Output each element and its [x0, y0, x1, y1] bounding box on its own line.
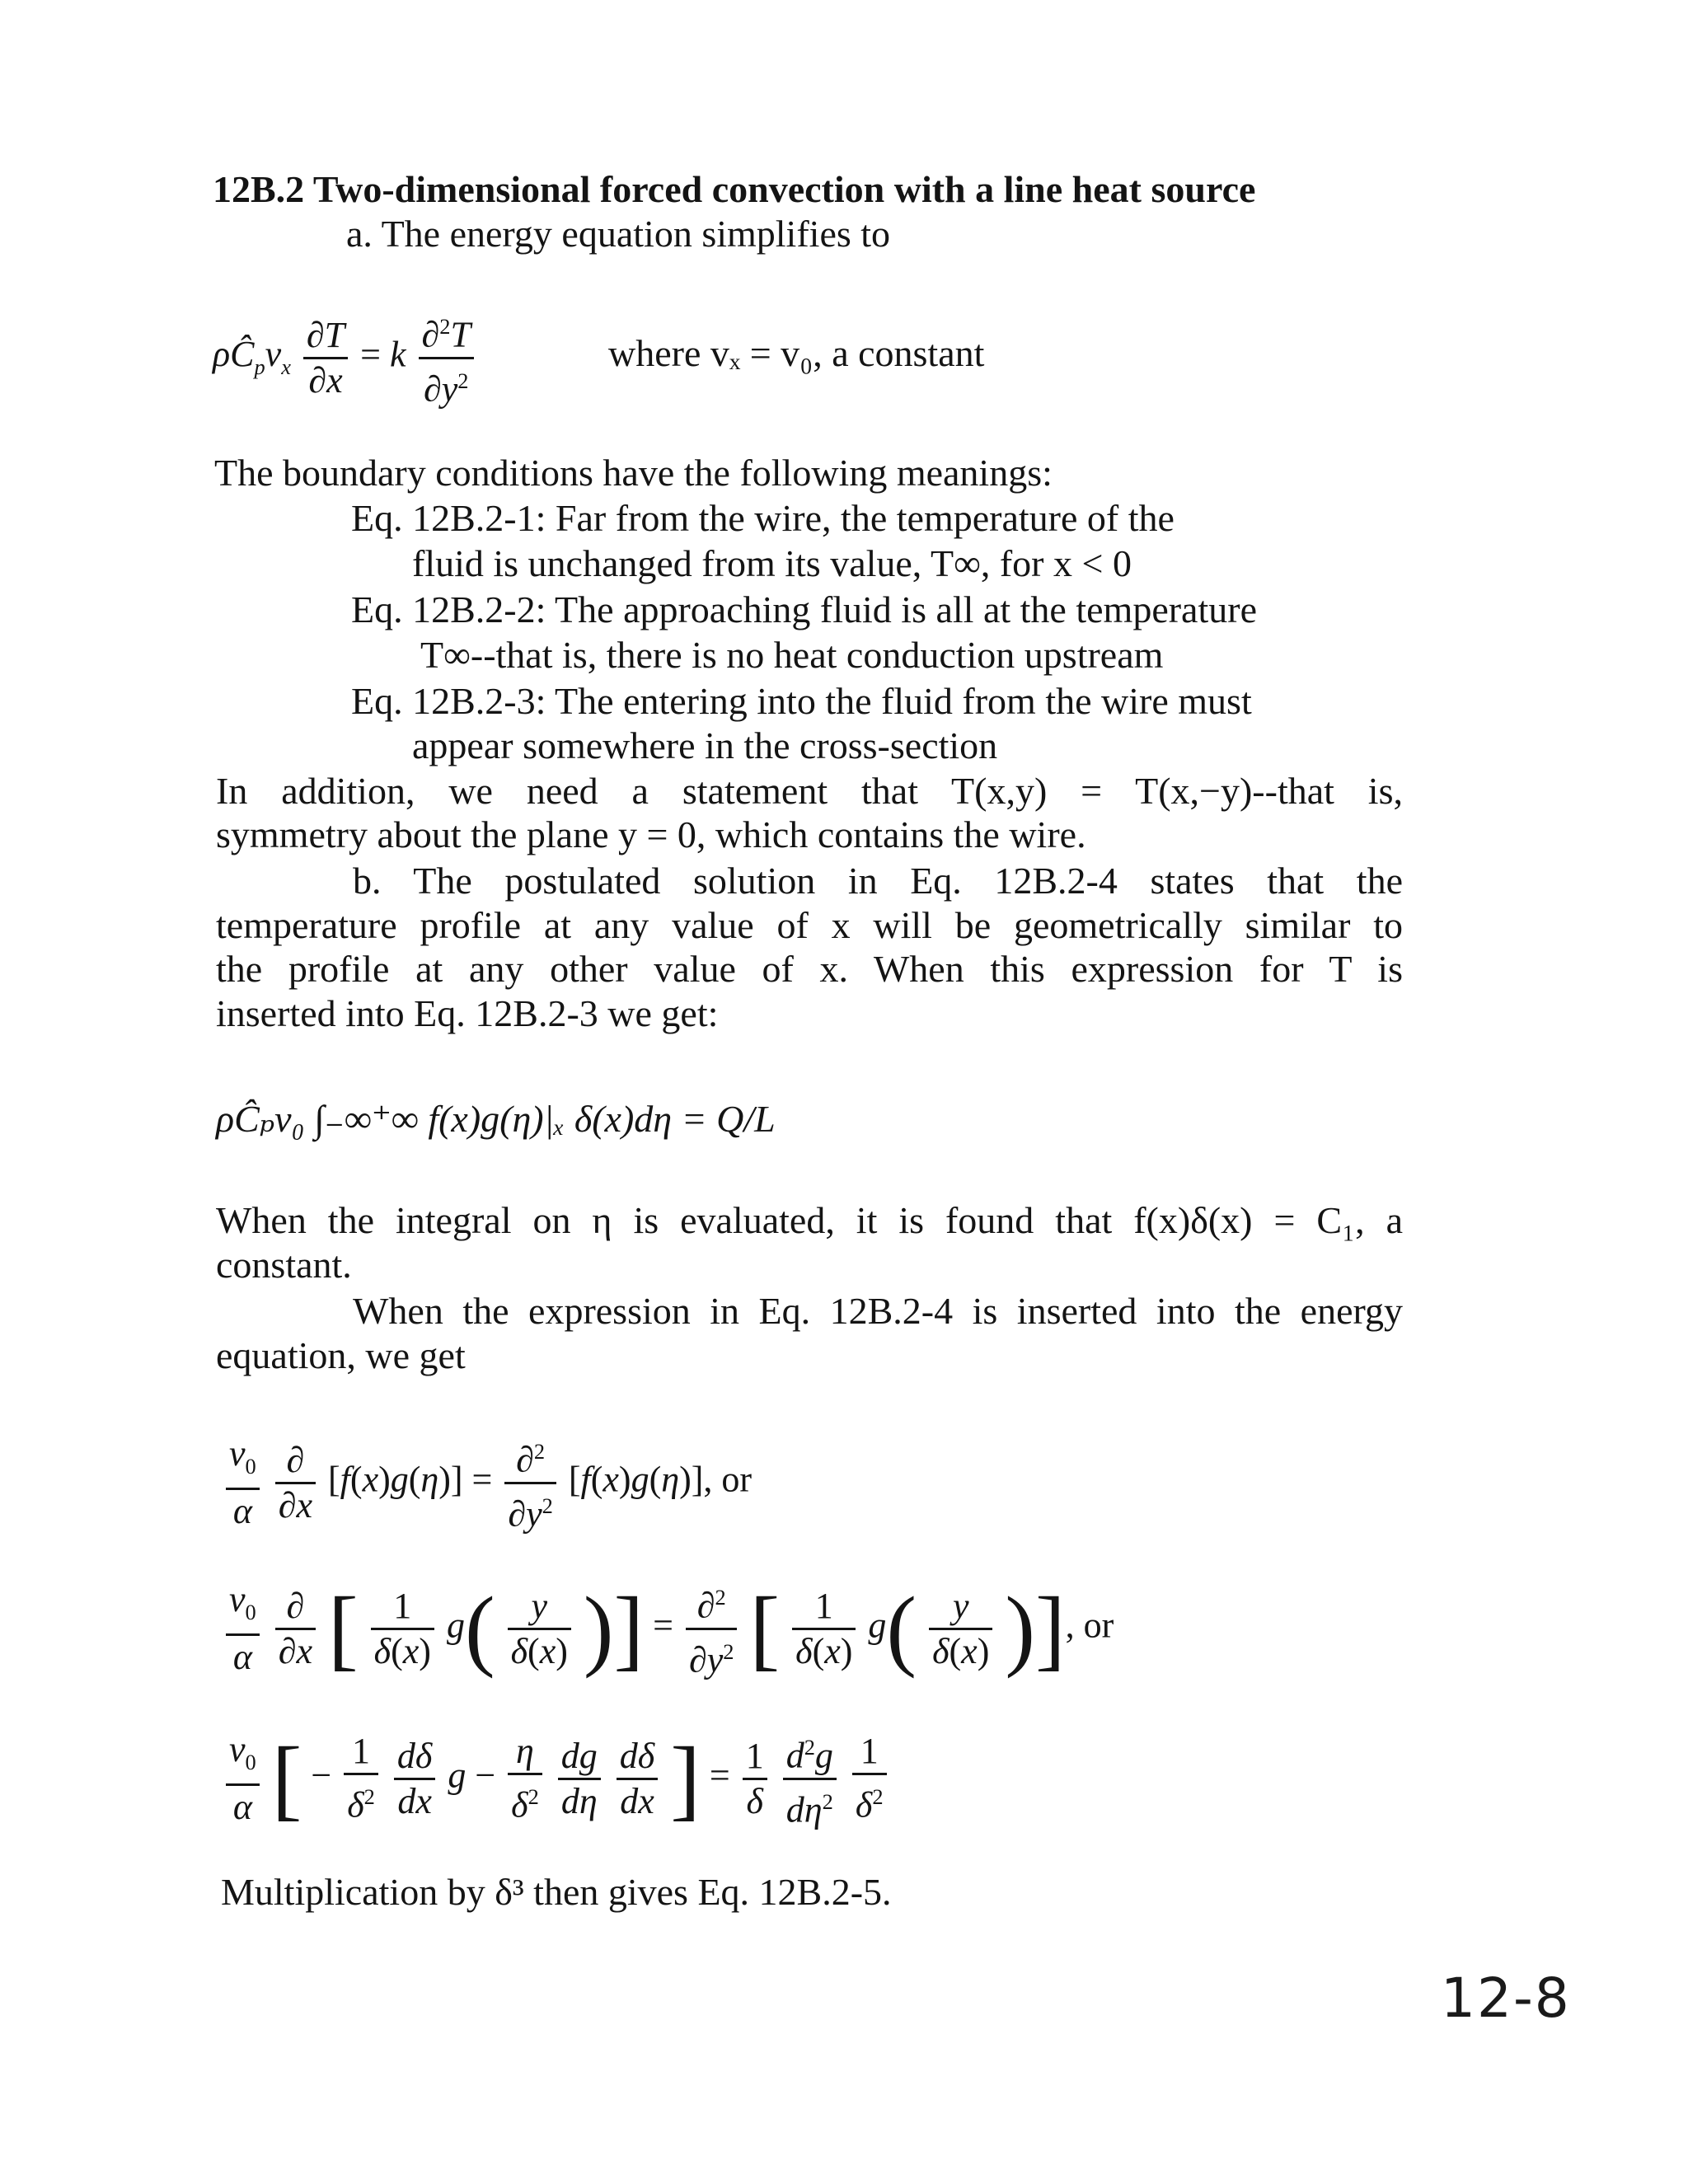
insertion-line-2: equation, we get [216, 1334, 466, 1376]
bc3-line-1: Eq. 12B.2-3: The entering into the fluid from the wire must [351, 680, 1252, 722]
derivation-equation-2: $\frac{v_0}{\alpha}$ $\frac{\partial}{\partial x}$ [ $\frac{1}{\delta(x)}$ g( $\frac{y}{\delta(x)}$ )] = $\frac{\partial^2}{\partial y^2}$ [ $\frac{1}{\delta(x)}$ g( $\frac{y}{\delta(x)}$ )], or [223, 1576, 1114, 1681]
derivation-equation-1: $\frac{v_0}{\alpha}$ $\frac{\partial}{\partial x}$ [f(x)g(η)] = $\frac{\partial^2}{\partial y^2}$ [f(x)g(η)], or [223, 1430, 752, 1535]
section-heading: 12B.2 Two-dimensional forced convection with a line heat source [213, 168, 1256, 210]
insertion-line-1: When the expression in Eq. 12B.2-4 is inserted into the energy [353, 1290, 1403, 1332]
derivation-equation-3: $\frac{v_0}{\alpha}$ [ − $\frac{1}{\delta^2}$ $\frac{d\delta}{dx}$ g − $\frac{\eta}{\delta^2}$ $\frac{dg}{d\eta}$ $\frac{d\delta}{dx}$ ] = $\frac{1}{\delta}$ $\frac{d^2g}{d\eta^2}$ $\frac{1}{\delta^2}$ [223, 1726, 890, 1831]
bc2-line-2: T∞--that is, there is no heat conduction upstream [420, 634, 1164, 676]
part-b-line-1: b. The postulated solution in Eq. 12B.2-4 states that the [353, 860, 1403, 902]
energy-eq-where: where vₓ = v₀, a constant [608, 332, 985, 374]
bc-intro: The boundary conditions have the following meanings: [214, 452, 1053, 494]
conclusion-line: Multiplication by δ³ then gives Eq. 12B.2-5. [221, 1871, 892, 1913]
integral-result-line-1: When the integral on η is evaluated, it is found that f(x)δ(x) = C₁, a [216, 1199, 1403, 1241]
integral-equation: ρĈₚv₀ ∫₋∞⁺∞ f(x)g(η)|ₓ δ(x)dη = Q/L [216, 1098, 776, 1140]
or-label-1: , or [703, 1459, 753, 1500]
addition-line-2: symmetry about the plane y = 0, which contains the wire. [216, 813, 1086, 855]
energy-equation: $\rho Ĉ_pv_x$ $\frac{\partial T}{\partial x}$ = k $\frac{\partial^2T}{\partial y^2}$ [213, 305, 477, 410]
page-number: 12-8 [1441, 1966, 1571, 2030]
integral-result-line-2: constant. [216, 1244, 352, 1286]
addition-line-1: In addition, we need a statement that T(x,y) = T(x,−y)--that is, [216, 770, 1403, 812]
part-b-line-2: temperature profile at any value of x will be geometrically similar to [216, 904, 1403, 946]
bc2-line-1: Eq. 12B.2-2: The approaching fluid is all at the temperature [351, 588, 1257, 630]
bc3-line-2: appear somewhere in the cross-section [412, 724, 998, 766]
or-label-2: , or [1065, 1605, 1114, 1646]
bc1-line-1: Eq. 12B.2-1: Far from the wire, the temperature of the [351, 497, 1175, 539]
bc1-line-2: fluid is unchanged from its value, T∞, for x < 0 [412, 542, 1132, 584]
part-b-line-4: inserted into Eq. 12B.2-3 we get: [216, 992, 719, 1034]
part-b-line-3: the profile at any other value of x. When this expression for T is [216, 948, 1403, 990]
part-a-intro: a. The energy equation simplifies to [346, 213, 891, 255]
